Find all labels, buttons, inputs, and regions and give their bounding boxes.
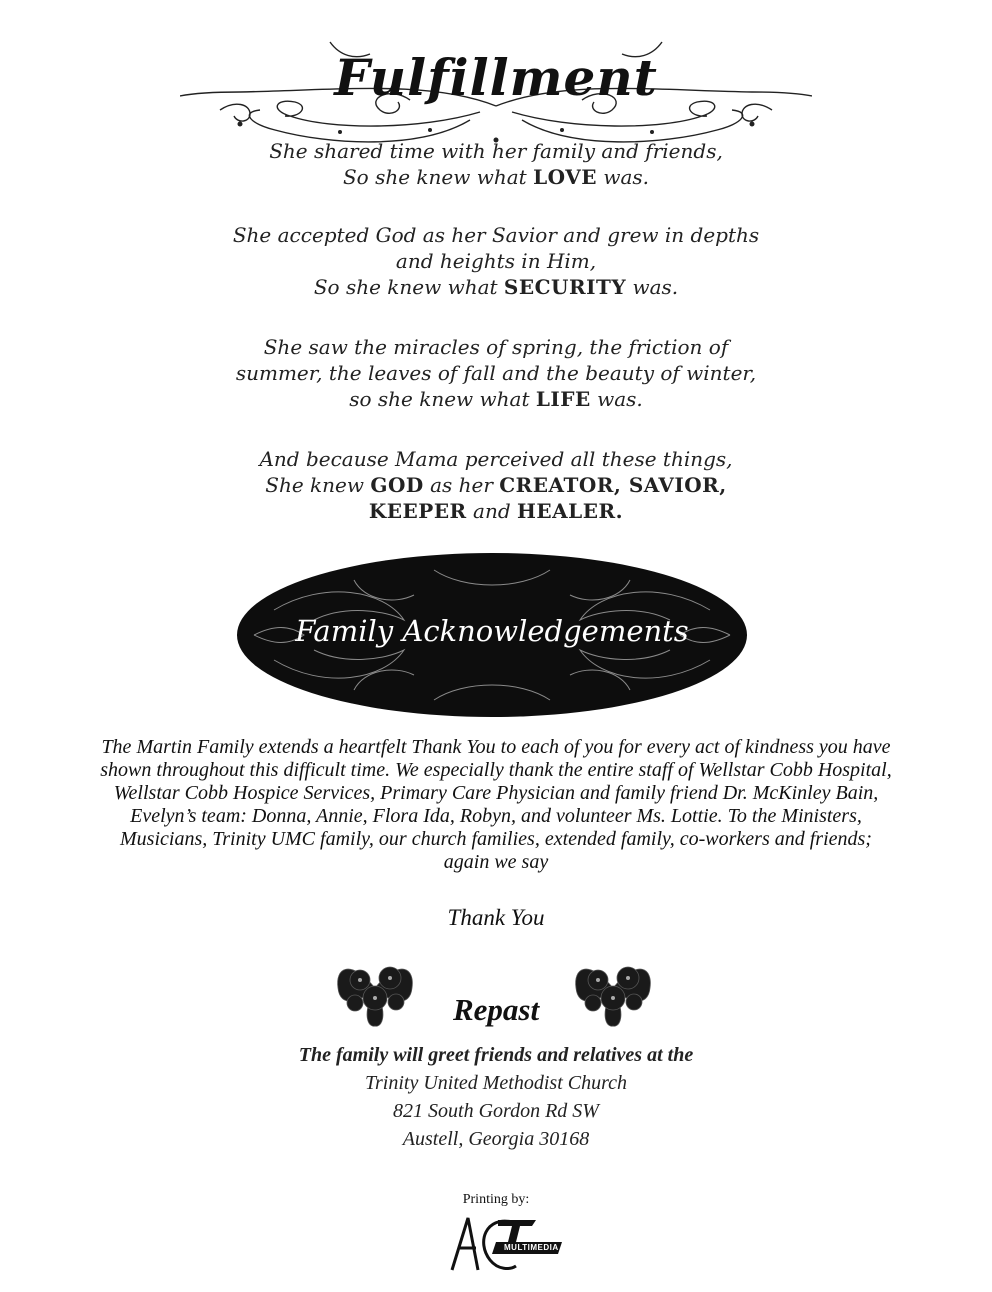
poem-emphasis: KEEPER xyxy=(368,499,467,523)
poem-emphasis: GOD xyxy=(370,473,424,497)
title-block xyxy=(0,20,992,140)
poem-emphasis: LIFE xyxy=(535,387,591,411)
poem-emphasis: HEALER. xyxy=(517,499,624,523)
repast-venue: Trinity United Methodist Church xyxy=(364,1072,628,1094)
poem-line: and heights in Him, xyxy=(395,249,597,273)
poem-line: So she knew what SECURITY was. xyxy=(313,275,679,299)
ack-line: Evelyn’s team: Donna, Annie, Flora Ida, Robyn, and volunteer Ms. Lottie. To the Ministers, xyxy=(130,805,862,827)
ack-line: Musicians, Trinity UMC family, our church families, extended family, co-workers and friends; xyxy=(120,828,872,850)
poem-emphasis: SECURITY xyxy=(503,275,627,299)
ack-line: again we say xyxy=(443,851,549,873)
page-title: Fulfillment xyxy=(334,48,658,107)
poem-stanza xyxy=(0,334,992,412)
ack-line: shown throughout this difficult time. We especially thank the entire staff of Wellstar Cobb Hospital, xyxy=(100,759,892,781)
acknowledgements-banner xyxy=(234,550,750,720)
poem-line: So she knew what LOVE was. xyxy=(342,165,649,189)
repast-city: Austell, Georgia 30168 xyxy=(402,1128,590,1150)
repast-title: Repast xyxy=(452,992,540,1027)
poem-emphasis: CREATOR, SAVIOR, xyxy=(499,473,727,497)
poem-line: She accepted God as her Savior and grew in depths xyxy=(232,223,760,247)
printing-label: Printing by: xyxy=(462,1192,530,1207)
poem-line: She saw the miracles of spring, the friction of xyxy=(263,335,729,359)
ack-line: The Martin Family extends a heartfelt Thank You to each of you for every act of kindness you have xyxy=(101,736,891,758)
poem-line: And because Mama perceived all these things, xyxy=(259,447,733,471)
printer-logo-text: MULTIMEDIA xyxy=(504,1243,559,1252)
poem-line: so she knew what LIFE was. xyxy=(349,387,643,411)
ack-line: Wellstar Cobb Hospice Services, Primary Care Physician and family friend Dr. McKinley Bain, xyxy=(113,782,879,804)
printer-logo xyxy=(446,1212,562,1274)
repast-details xyxy=(0,1041,992,1153)
poem-stanza xyxy=(0,222,992,300)
thank-you-text: Thank You xyxy=(447,905,545,930)
acknowledgement-text xyxy=(70,736,922,874)
repast-lead: The family will greet friends and relatives at the xyxy=(298,1044,694,1066)
poem-stanza xyxy=(0,138,992,190)
poem-emphasis: LOVE xyxy=(533,165,597,189)
poem-line: She knew GOD as her CREATOR, SAVIOR, xyxy=(265,473,727,497)
poem-line: She shared time with her family and friends, xyxy=(269,139,723,163)
banner-title: Family Acknowledgements xyxy=(295,614,689,648)
poem-line: KEEPER and HEALER. xyxy=(368,499,624,523)
poem-line: summer, the leaves of fall and the beauty of winter, xyxy=(235,361,757,385)
repast-street: 821 South Gordon Rd SW xyxy=(393,1100,599,1122)
poem-stanza xyxy=(0,446,992,524)
